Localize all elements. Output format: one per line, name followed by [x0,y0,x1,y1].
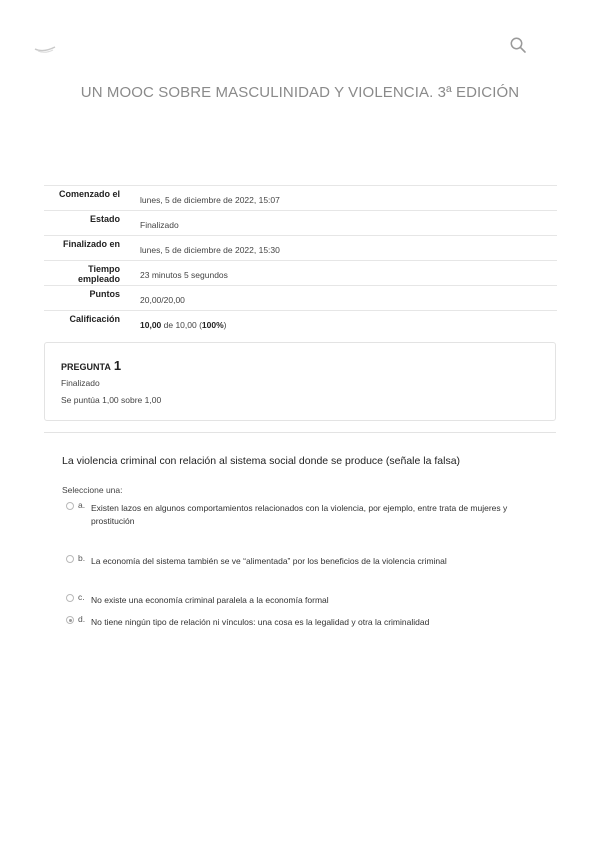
attempt-summary-table [44,185,557,335]
search-icon[interactable] [509,36,527,54]
summary-label: Estado [89,214,120,224]
content-divider [44,432,556,433]
summary-row-time-taken [44,261,557,286]
grade-score: 10,00 [140,320,162,330]
answer-text: Existen lazos en algunos comportamientos relacionados con la violencia, por ejemplo, entre trata de mujeres y prostitución [91,503,508,526]
answer-text: La economía del sistema también se ve “alimentada” por los beneficios de la violencia criminal [91,556,447,566]
grade-percent: 100% [201,320,224,330]
question-number-value: 1 [113,358,122,373]
summary-label: Finalizado en [62,239,120,249]
answer-text: No tiene ningún tipo de relación ni vínculos: una cosa es la legalidad y otra la criminalidad [91,617,430,627]
answer-text: No existe una economía criminal paralela a la economía formal [91,595,329,605]
summary-label: Puntos [89,289,120,299]
summary-row-grade [44,311,557,335]
question-grade: Se puntúa 1,00 sobre 1,00 [61,395,162,405]
grade-text: de 10,00 ( [161,320,202,330]
question-label: PREGUNTA [61,362,111,372]
summary-row-points [44,286,557,311]
summary-value: Finalizado [140,220,179,230]
answer-letter: c. [78,592,85,602]
summary-row-started [44,186,557,211]
radio-button[interactable] [66,555,74,563]
answer-letter: a. [78,500,86,510]
logo-icon[interactable] [33,38,57,54]
course-title: UN MOOC SOBRE MASCULINIDAD Y VIOLENCIA. 3ª EDICIÓN [80,84,520,101]
question-text: La violencia criminal con relación al sistema social donde se produce (señale la falsa) [62,455,461,467]
answer-prompt: Seleccione una: [62,485,123,495]
summary-value: lunes, 5 de diciembre de 2022, 15:30 [140,245,280,255]
summary-value: 20,00/20,00 [140,295,185,305]
summary-value: 23 minutos 5 segundos [140,270,228,280]
summary-value [140,320,227,330]
summary-row-state [44,211,557,236]
summary-label: Comenzado el [58,189,120,199]
radio-button-selected[interactable] [66,616,74,624]
grade-close: ) [223,320,227,330]
answer-letter: d. [78,614,86,624]
summary-label: Calificación [69,314,120,324]
summary-value: lunes, 5 de diciembre de 2022, 15:07 [140,195,280,205]
summary-row-finished [44,236,557,261]
question-info-box [44,342,556,421]
answer-letter: b. [78,553,86,563]
question-state: Finalizado [61,378,100,388]
summary-label: Tiempo empleado [77,264,120,284]
radio-button[interactable] [66,594,74,602]
question-number [61,358,121,373]
radio-button[interactable] [66,502,74,510]
